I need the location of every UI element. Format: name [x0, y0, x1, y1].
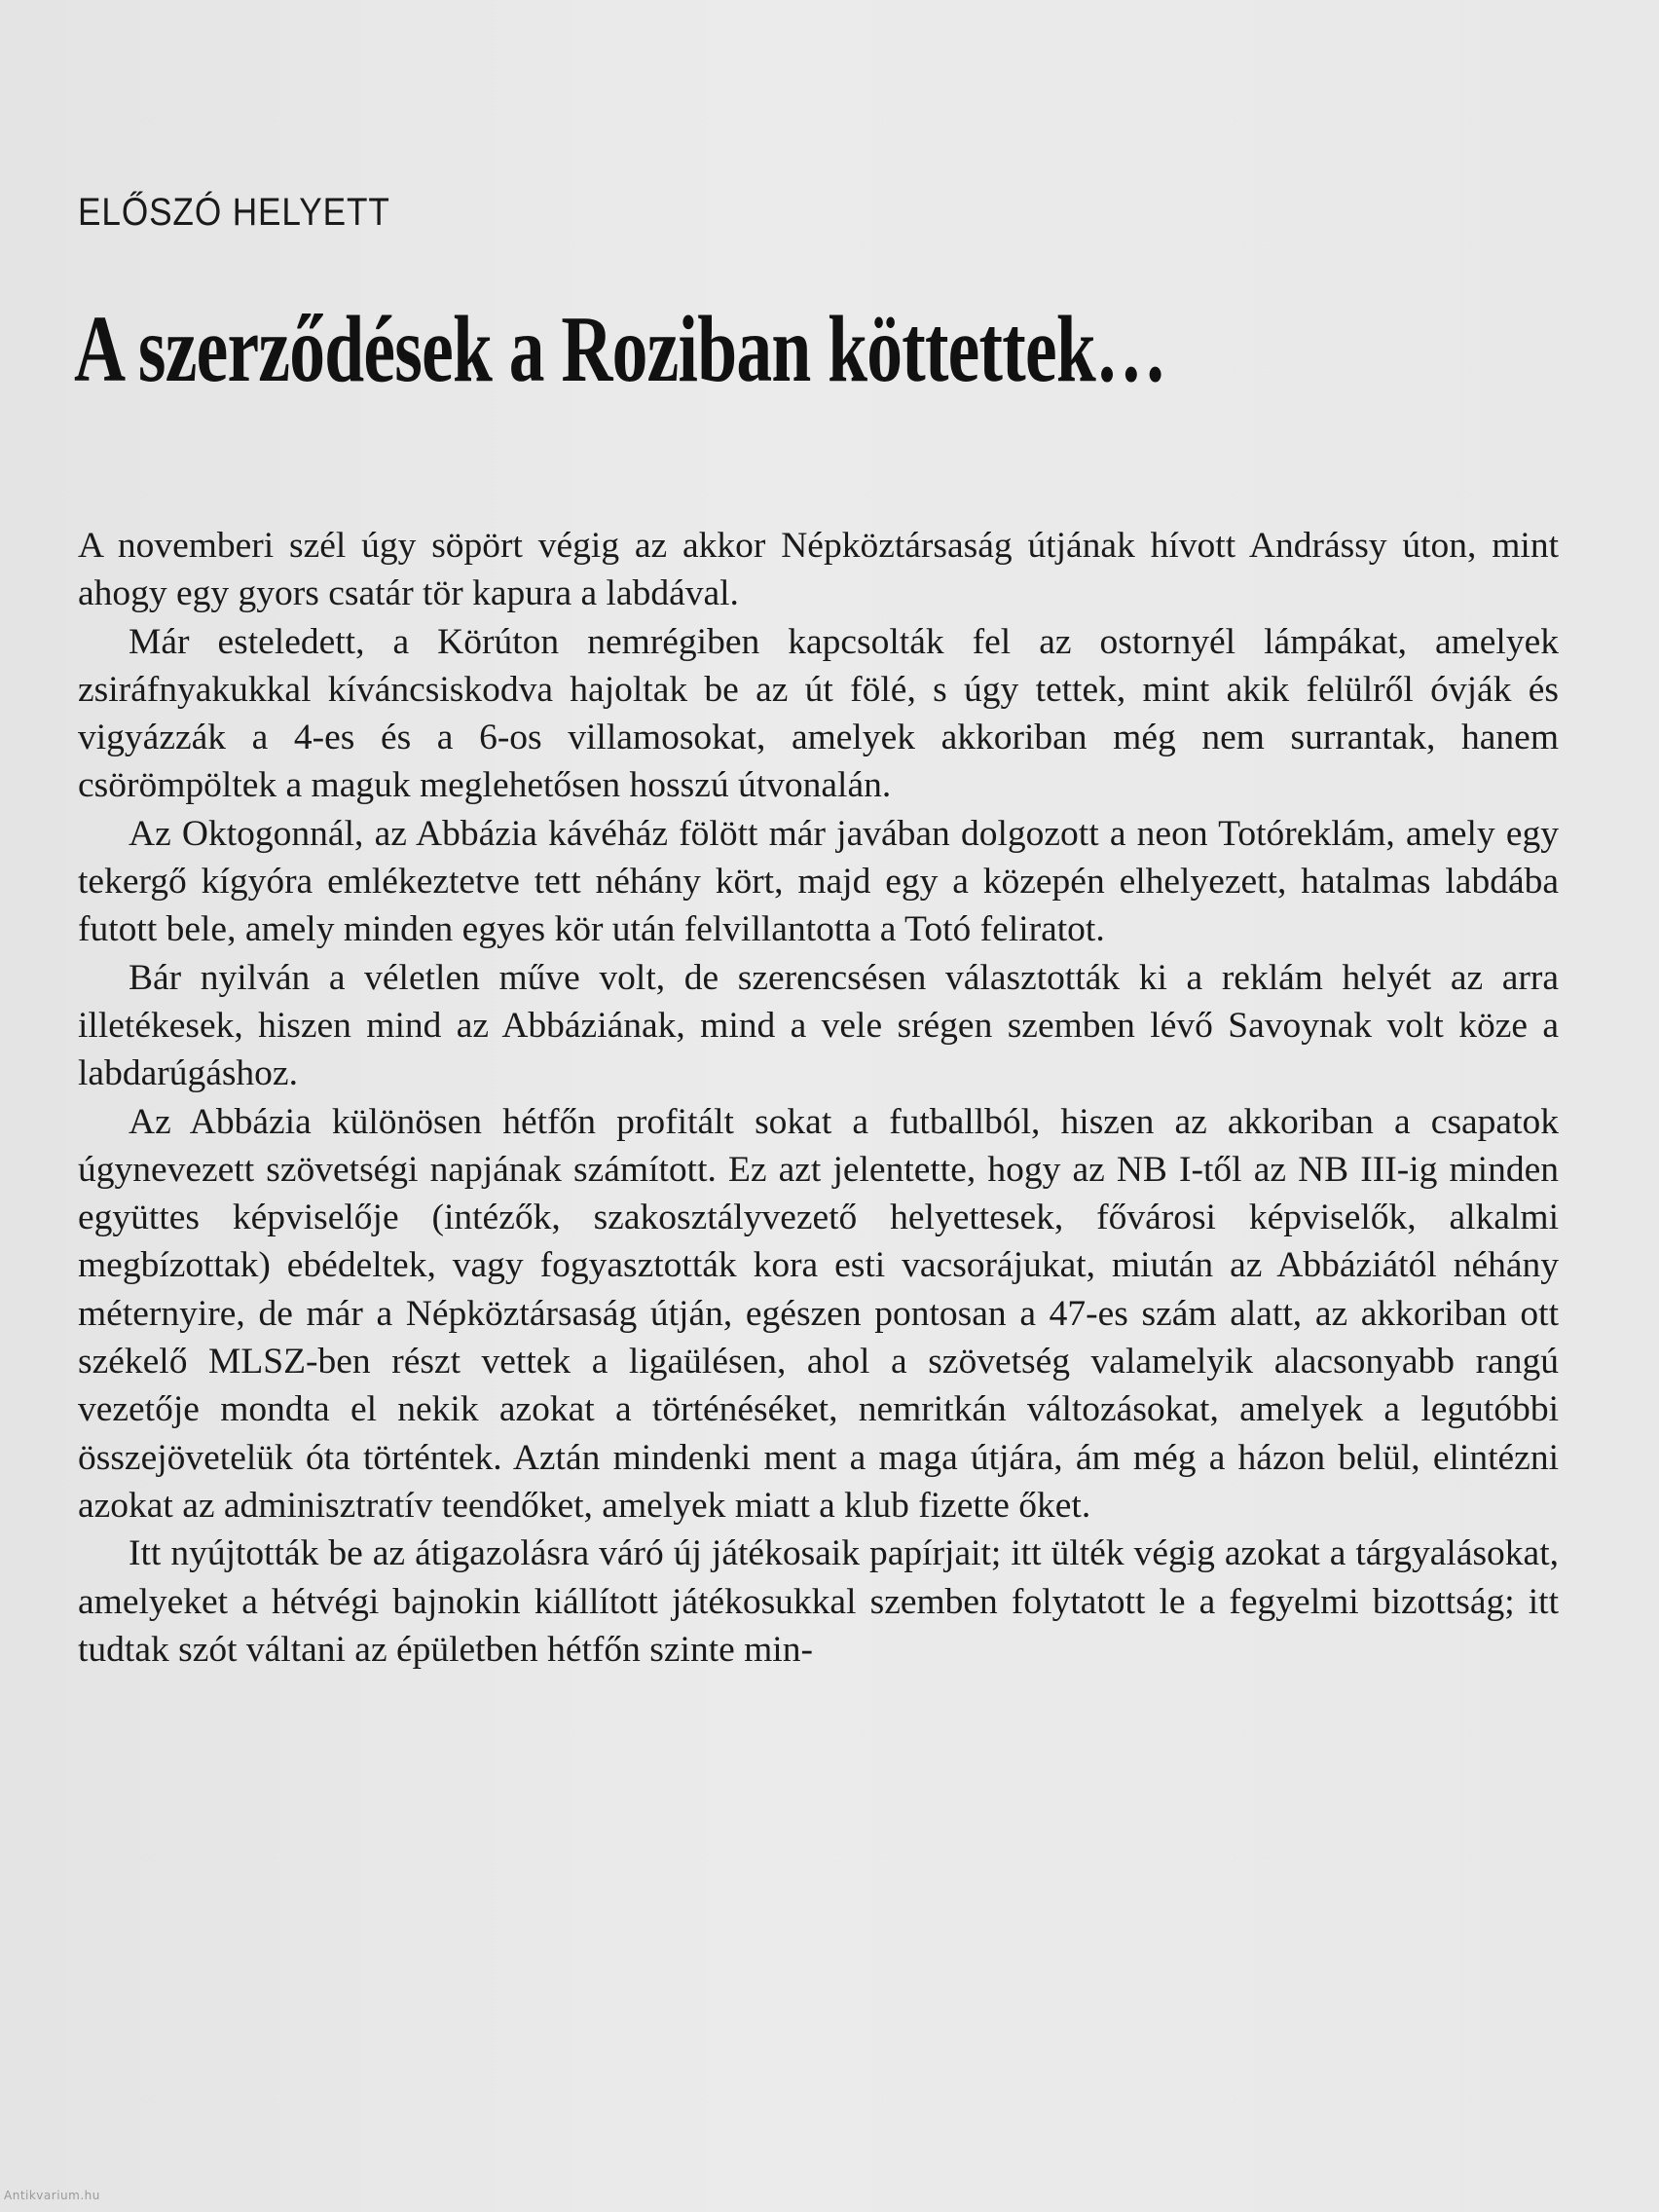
section-label: ELŐSZÓ HELYETT — [78, 191, 390, 234]
watermark: Antikvarium.hu — [4, 2189, 100, 2202]
paragraph: Az Oktogonnál, az Abbázia kávéház fölött már javában dolgozott a neon Totóreklám, amely egy tekergő kígyóra emlékeztetve tett néhány kört, majd egy a közepén elhelyezett, hatalmas labdába futott bele, amely minden egyes kör után felvillantotta a Totó feliratot. — [78, 813, 1559, 950]
paragraph: Az Abbázia különösen hétfőn profitált sokat a futballból, hiszen az akkoriban a csapatok úgynevezett szövetségi napjának számított. Ez azt jelentette, hogy az NB I-től az NB III-ig minden együttes képviselője (intézők, szakosztályvezető helyettesek, fővárosi képviselők, alkalmi megbízottak) ebédeltek, vagy fogyasztották kora esti vacsorájukat, miután az Abbáziától néhány méternyire, de már a Népköztársaság útján, egészen pontosan a 47-es szám alatt, az akkoriban ott székelő MLSZ-ben részt vettek a ligaülésen, ahol a szövetség valamelyik alacsonyabb rangú vezetője mondta el nekik azokat a történéséket, nemritkán változásokat, amelyek a legutóbbi összejövetelük óta történtek. Aztán mindenki ment a maga útjára, ám még a házon belül, elintézni azokat az adminisztratív teendőket, amelyek miatt a klub fizette őket. — [78, 1101, 1559, 1526]
body-text — [78, 522, 1559, 1674]
chapter-title: A szerződések a Roziban köttettek… — [74, 297, 1166, 402]
paragraph: Bár nyilván a véletlen műve volt, de szerencsésen választották ki a reklám helyét az arra illetékesek, hiszen mind az Abbáziának, mind a vele srégen szemben lévő Savoynak volt köze a labdarúgáshoz. — [78, 957, 1559, 1094]
paragraph: Már esteledett, a Körúton nemrégiben kapcsolták fel az ostornyél lámpákat, amelyek zsiráfnyakukkal kíváncsiskodva hajoltak be az út fölé, s úgy tettek, mint akik felülről óvják és vigyázzák a 4-es és a 6-os villamosokat, amelyek akkoriban még nem surrantak, hanem csörömpöltek a maguk meglehetősen hosszú útvonalán. — [78, 621, 1559, 806]
paragraph: A novemberi szél úgy söpört végig az akkor Népköztársaság útjának hívott Andrássy úton, mint ahogy egy gyors csatár tör kapura a labdával. — [78, 526, 1559, 614]
paragraph: Itt nyújtották be az átigazolásra váró új játékosaik papírjait; itt ülték végig azokat a tárgyalásokat, amelyeket a hétvégi bajnokin kiállított játékosukkal szemben folytatott le a fegyelmi bizottság; itt tudtak szót váltani az épületben hétfőn szinte min- — [78, 1533, 1559, 1670]
